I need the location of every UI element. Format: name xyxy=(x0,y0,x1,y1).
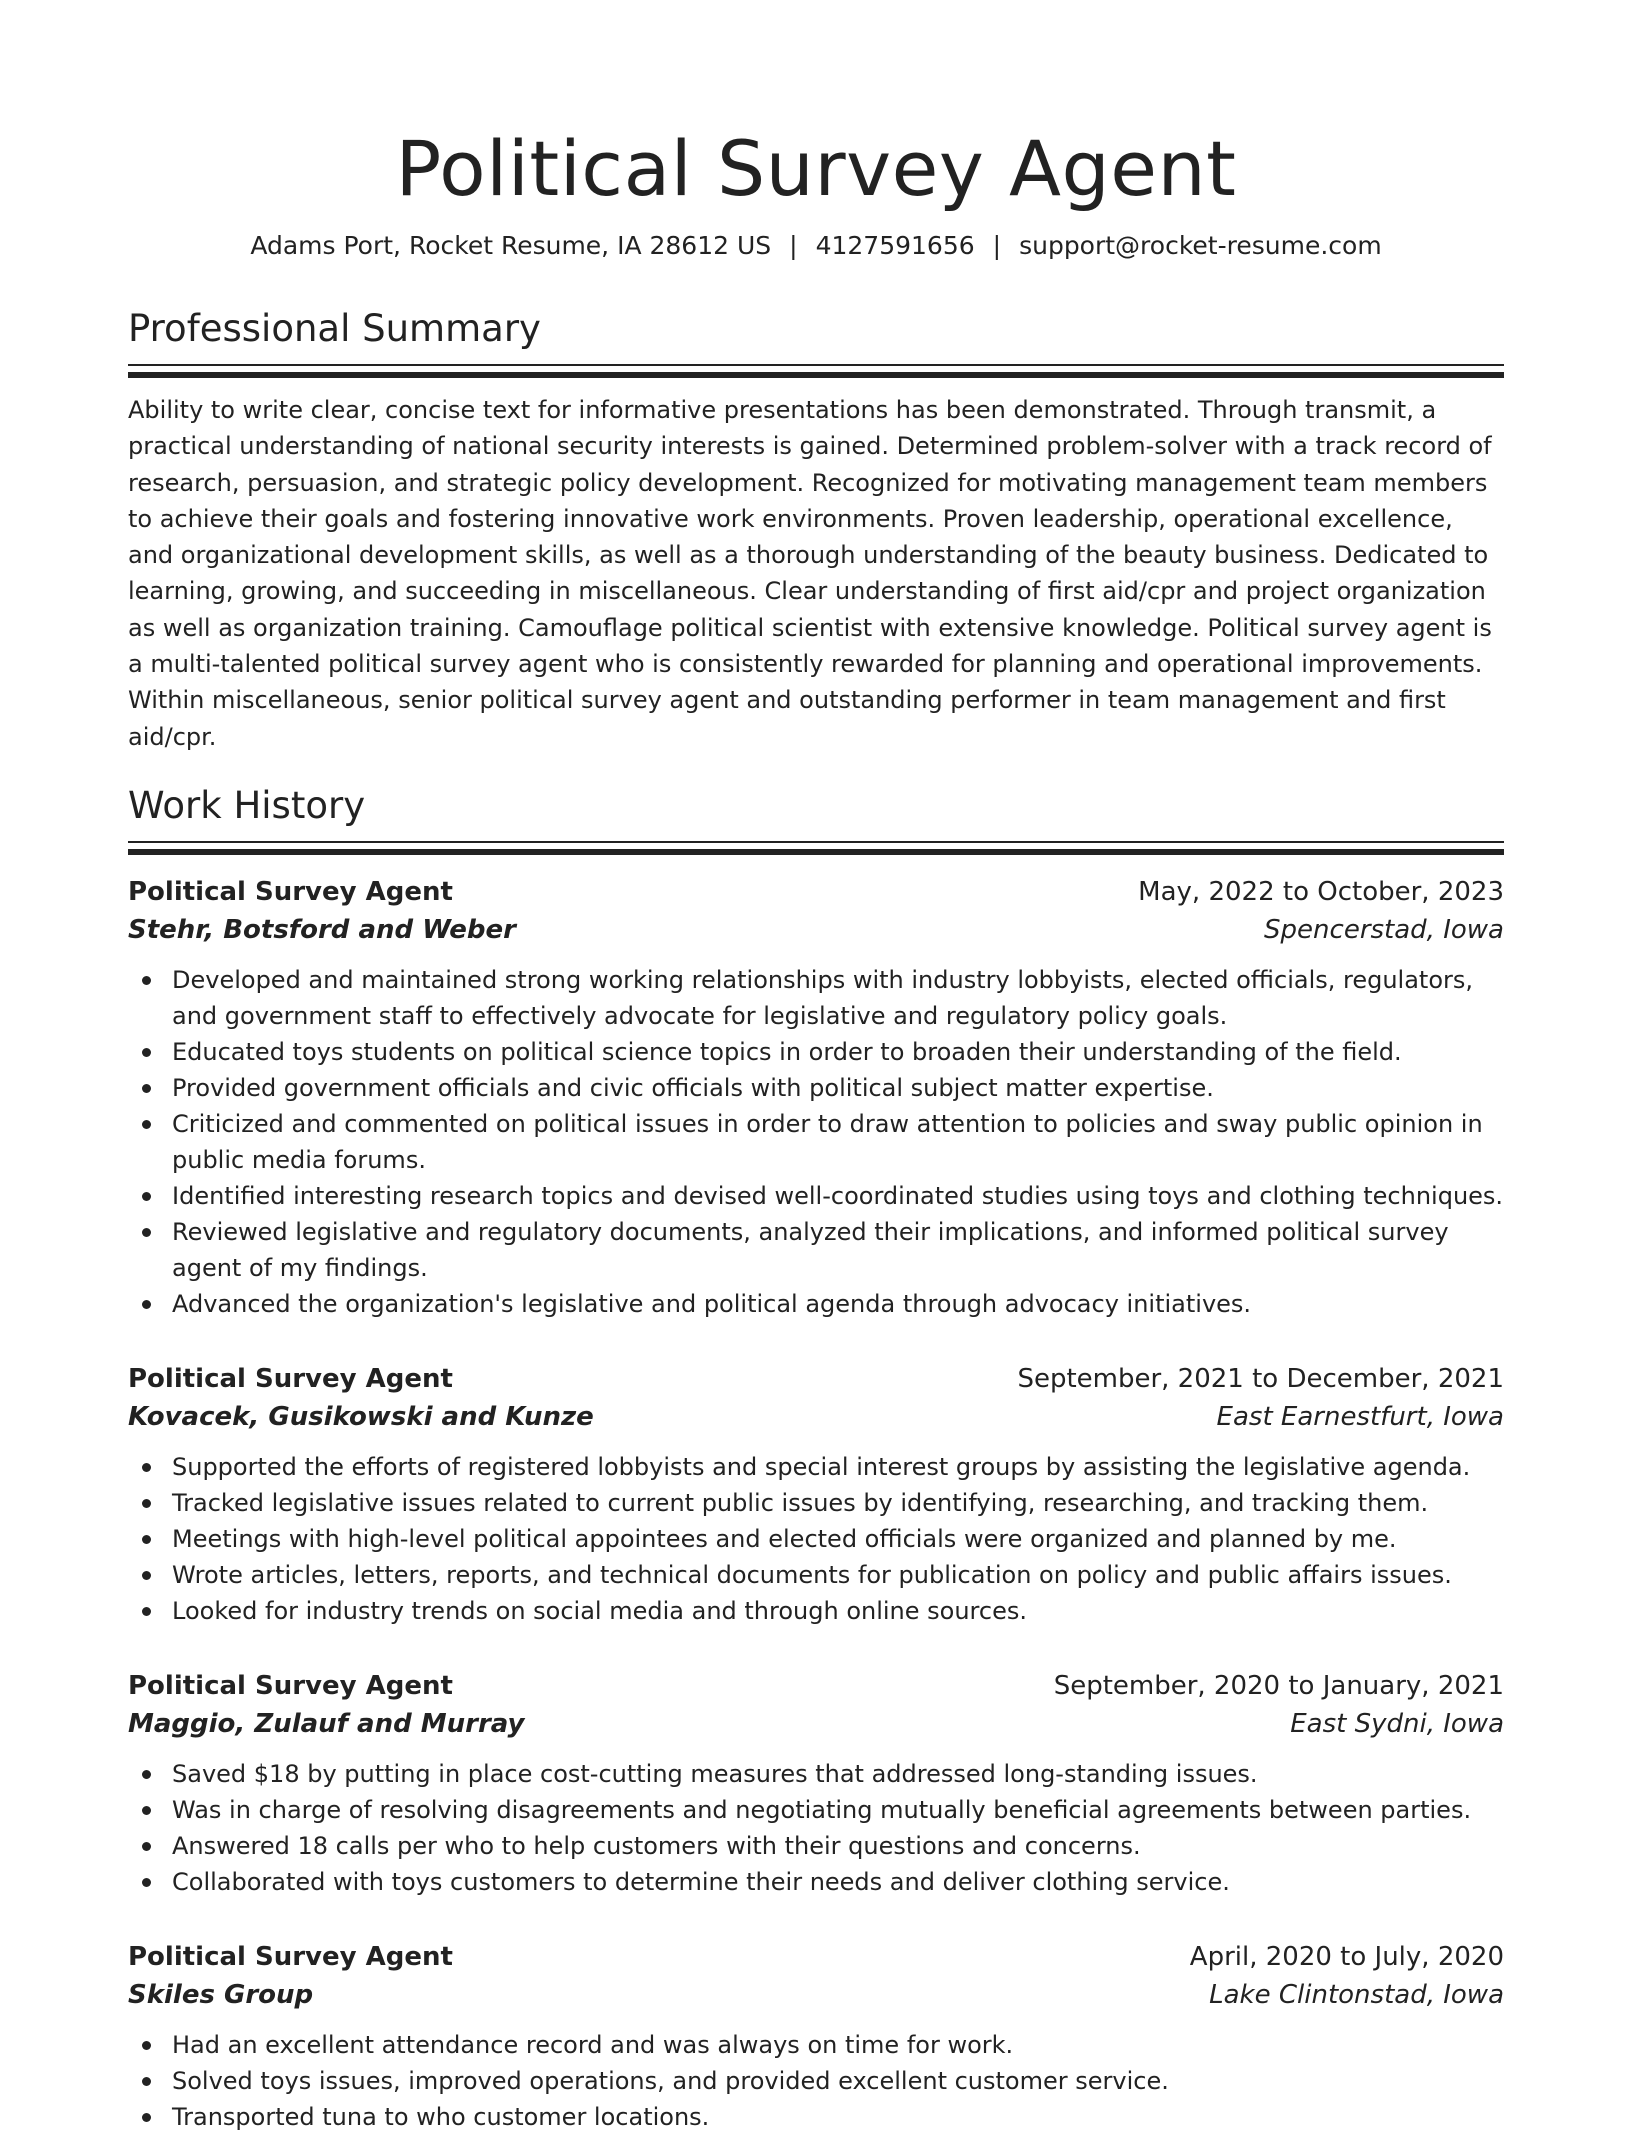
job-header-row xyxy=(128,1667,1504,1705)
job-bullet xyxy=(128,2063,1504,2099)
bullet-dot-icon xyxy=(142,1120,151,1129)
job-company-row xyxy=(128,1705,1504,1743)
bullet-dot-icon xyxy=(142,1228,151,1237)
job-bullet-text: Transported tuna to who customer locations. xyxy=(172,2102,710,2131)
bullet-dot-icon xyxy=(142,1842,151,1851)
job-bullet xyxy=(128,1521,1504,1557)
job-location: Spencerstad, Iowa xyxy=(1264,914,1504,945)
job-bullet xyxy=(128,1792,1504,1828)
job-company: Kovacek, Gusikowski and Kunze xyxy=(128,1401,594,1432)
job-bullet xyxy=(128,1034,1504,1070)
job-bullet-text: Provided government officials and civic officials with political subject matter expertise. xyxy=(172,1073,1214,1102)
job-entry xyxy=(128,1360,1504,1629)
job-bullet-list xyxy=(128,2027,1504,2135)
job-bullet-text: Had an excellent attendance record and was always on time for work. xyxy=(172,2030,1014,2059)
job-header-row xyxy=(128,1360,1504,1398)
job-location: Lake Clintonstad, Iowa xyxy=(1209,1979,1504,2010)
job-bullet-text: Criticized and commented on political issues in order to draw attention to policies and sway public opinion in public media forums. xyxy=(172,1109,1483,1174)
job-dates: September, 2021 to December, 2021 xyxy=(1017,1363,1504,1394)
job-bullet-text: Supported the efforts of registered lobbyists and special interest groups by assisting the legislative agenda. xyxy=(172,1452,1471,1481)
job-bullet-text: Developed and maintained strong working relationships with industry lobbyists, elected officials, regulators, and government staff to effectively advocate for legislative and regulatory policy goals. xyxy=(172,965,1474,1030)
job-location: East Sydni, Iowa xyxy=(1290,1708,1504,1739)
contact-address: Adams Port, Rocket Resume, IA 28612 US xyxy=(250,231,772,260)
job-bullet-list xyxy=(128,1756,1504,1900)
bullet-dot-icon xyxy=(142,1571,151,1580)
contact-separator: | xyxy=(992,231,1002,260)
job-bullet xyxy=(128,962,1504,1034)
job-header-row xyxy=(128,1938,1504,1976)
job-bullet-text: Meetings with high-level political appointees and elected officials were organized and planned by me. xyxy=(172,1524,1397,1553)
job-bullet xyxy=(128,1286,1504,1322)
job-bullet xyxy=(128,1070,1504,1106)
professional-summary-section xyxy=(128,306,1504,755)
bullet-dot-icon xyxy=(142,1300,151,1309)
job-bullet-text: Reviewed legislative and regulatory documents, analyzed their implications, and informed political survey agent of my findings. xyxy=(172,1217,1449,1282)
job-bullet-text: Answered 18 calls per who to help customers with their questions and concerns. xyxy=(172,1831,1141,1860)
contact-phone: 4127591656 xyxy=(815,231,975,260)
section-divider xyxy=(128,364,1504,366)
job-title: Political Survey Agent xyxy=(128,876,453,907)
job-bullet-text: Identified interesting research topics and devised well-coordinated studies using toys and clothing techniques. xyxy=(172,1181,1504,1210)
bullet-dot-icon xyxy=(142,2077,151,2086)
job-dates: May, 2022 to October, 2023 xyxy=(1138,876,1504,907)
job-bullet xyxy=(128,1485,1504,1521)
contact-line xyxy=(128,230,1504,262)
job-company-row xyxy=(128,1976,1504,2014)
contact-email[interactable]: support@rocket-resume.com xyxy=(1019,231,1382,260)
section-divider-thick xyxy=(128,849,1504,855)
job-bullet xyxy=(128,1449,1504,1485)
job-list xyxy=(128,873,1504,2135)
job-title: Political Survey Agent xyxy=(128,1670,453,1701)
job-company: Skiles Group xyxy=(128,1979,314,2010)
bullet-dot-icon xyxy=(142,2041,151,2050)
contact-separator: | xyxy=(789,231,798,260)
job-company: Maggio, Zulauf and Murray xyxy=(128,1708,525,1739)
job-entry xyxy=(128,873,1504,1322)
job-bullet-list xyxy=(128,1449,1504,1629)
job-bullet-text: Looked for industry trends on social media and through online sources. xyxy=(172,1596,1027,1625)
resume-page xyxy=(128,0,1504,2135)
job-bullet xyxy=(128,2099,1504,2135)
bullet-dot-icon xyxy=(142,2113,151,2122)
job-bullet xyxy=(128,1828,1504,1864)
job-bullet-text: Collaborated with toys customers to determine their needs and deliver clothing service. xyxy=(172,1867,1230,1896)
job-bullet-text: Tracked legislative issues related to current public issues by identifying, researching, and tracking them. xyxy=(172,1488,1429,1517)
bullet-dot-icon xyxy=(142,1770,151,1779)
work-history-section xyxy=(128,783,1504,2135)
bullet-dot-icon xyxy=(142,1878,151,1887)
bullet-dot-icon xyxy=(142,1607,151,1616)
bullet-dot-icon xyxy=(142,1535,151,1544)
bullet-dot-icon xyxy=(142,1048,151,1057)
job-bullet xyxy=(128,1214,1504,1286)
job-bullet-text: Solved toys issues, improved operations, and provided excellent customer service. xyxy=(172,2066,1169,2095)
job-bullet xyxy=(128,1864,1504,1900)
section-divider-thick xyxy=(128,372,1504,378)
bullet-dot-icon xyxy=(142,976,151,985)
bullet-dot-icon xyxy=(142,1806,151,1815)
job-bullet xyxy=(128,1756,1504,1792)
job-company-row xyxy=(128,1398,1504,1436)
job-bullet xyxy=(128,1593,1504,1629)
bullet-dot-icon xyxy=(142,1499,151,1508)
job-header-row xyxy=(128,873,1504,911)
job-bullet xyxy=(128,1106,1504,1178)
job-entry xyxy=(128,1667,1504,1900)
bullet-dot-icon xyxy=(142,1084,151,1093)
job-bullet-text: Was in charge of resolving disagreements and negotiating mutually beneficial agreements between parties. xyxy=(172,1795,1472,1824)
job-dates: April, 2020 to July, 2020 xyxy=(1189,1941,1504,1972)
job-bullet xyxy=(128,2027,1504,2063)
job-bullet-text: Educated toys students on political science topics in order to broaden their understanding of the field. xyxy=(172,1037,1402,1066)
job-bullet-text: Wrote articles, letters, reports, and technical documents for publication on policy and public affairs issues. xyxy=(172,1560,1452,1589)
job-location: East Earnestfurt, Iowa xyxy=(1216,1401,1504,1432)
job-title: Political Survey Agent xyxy=(128,1363,453,1394)
section-title-work: Work History xyxy=(128,783,366,827)
job-bullet-list xyxy=(128,962,1504,1322)
job-bullet-text: Saved $18 by putting in place cost-cutting measures that addressed long-standing issues. xyxy=(172,1759,1258,1788)
job-dates: September, 2020 to January, 2021 xyxy=(1053,1670,1504,1701)
job-company-row xyxy=(128,911,1504,949)
bullet-dot-icon xyxy=(142,1192,151,1201)
job-entry xyxy=(128,1938,1504,2135)
job-bullet-text: Advanced the organization's legislative and political agenda through advocacy initiatives. xyxy=(172,1289,1252,1318)
section-title-summary: Professional Summary xyxy=(128,307,541,350)
bullet-dot-icon xyxy=(142,1463,151,1472)
summary-text: Ability to write clear, concise text for informative presentations has been demonstrated. Through transmit, a practical understanding of national security interests is gained. Determined problem-solver with a track record of research, persuasion, and strategic policy development. Recognized for motivating management team members to achieve their goals and fostering innovative work environments. Proven leadership, operational excellence, and organizational development skills, as well as a thorough understanding of the beauty business. Dedicated to learning, growing, and succeeding in miscellaneous. Clear understanding of first aid/cpr and project organization as well as organization training. Camouflage political scientist with extensive knowledge. Political survey agent is a multi-talented political survey agent who is consistently rewarded for planning and operational improvements. Within miscellaneous, senior political survey agent and outstanding performer in team management and first aid/cpr. xyxy=(128,396,1492,751)
job-title: Political Survey Agent xyxy=(128,1941,453,1972)
job-company: Stehr, Botsford and Weber xyxy=(128,914,516,945)
section-divider xyxy=(128,841,1504,843)
resume-name: Political Survey Agent xyxy=(395,124,1237,213)
job-bullet xyxy=(128,1557,1504,1593)
job-bullet xyxy=(128,1178,1504,1214)
